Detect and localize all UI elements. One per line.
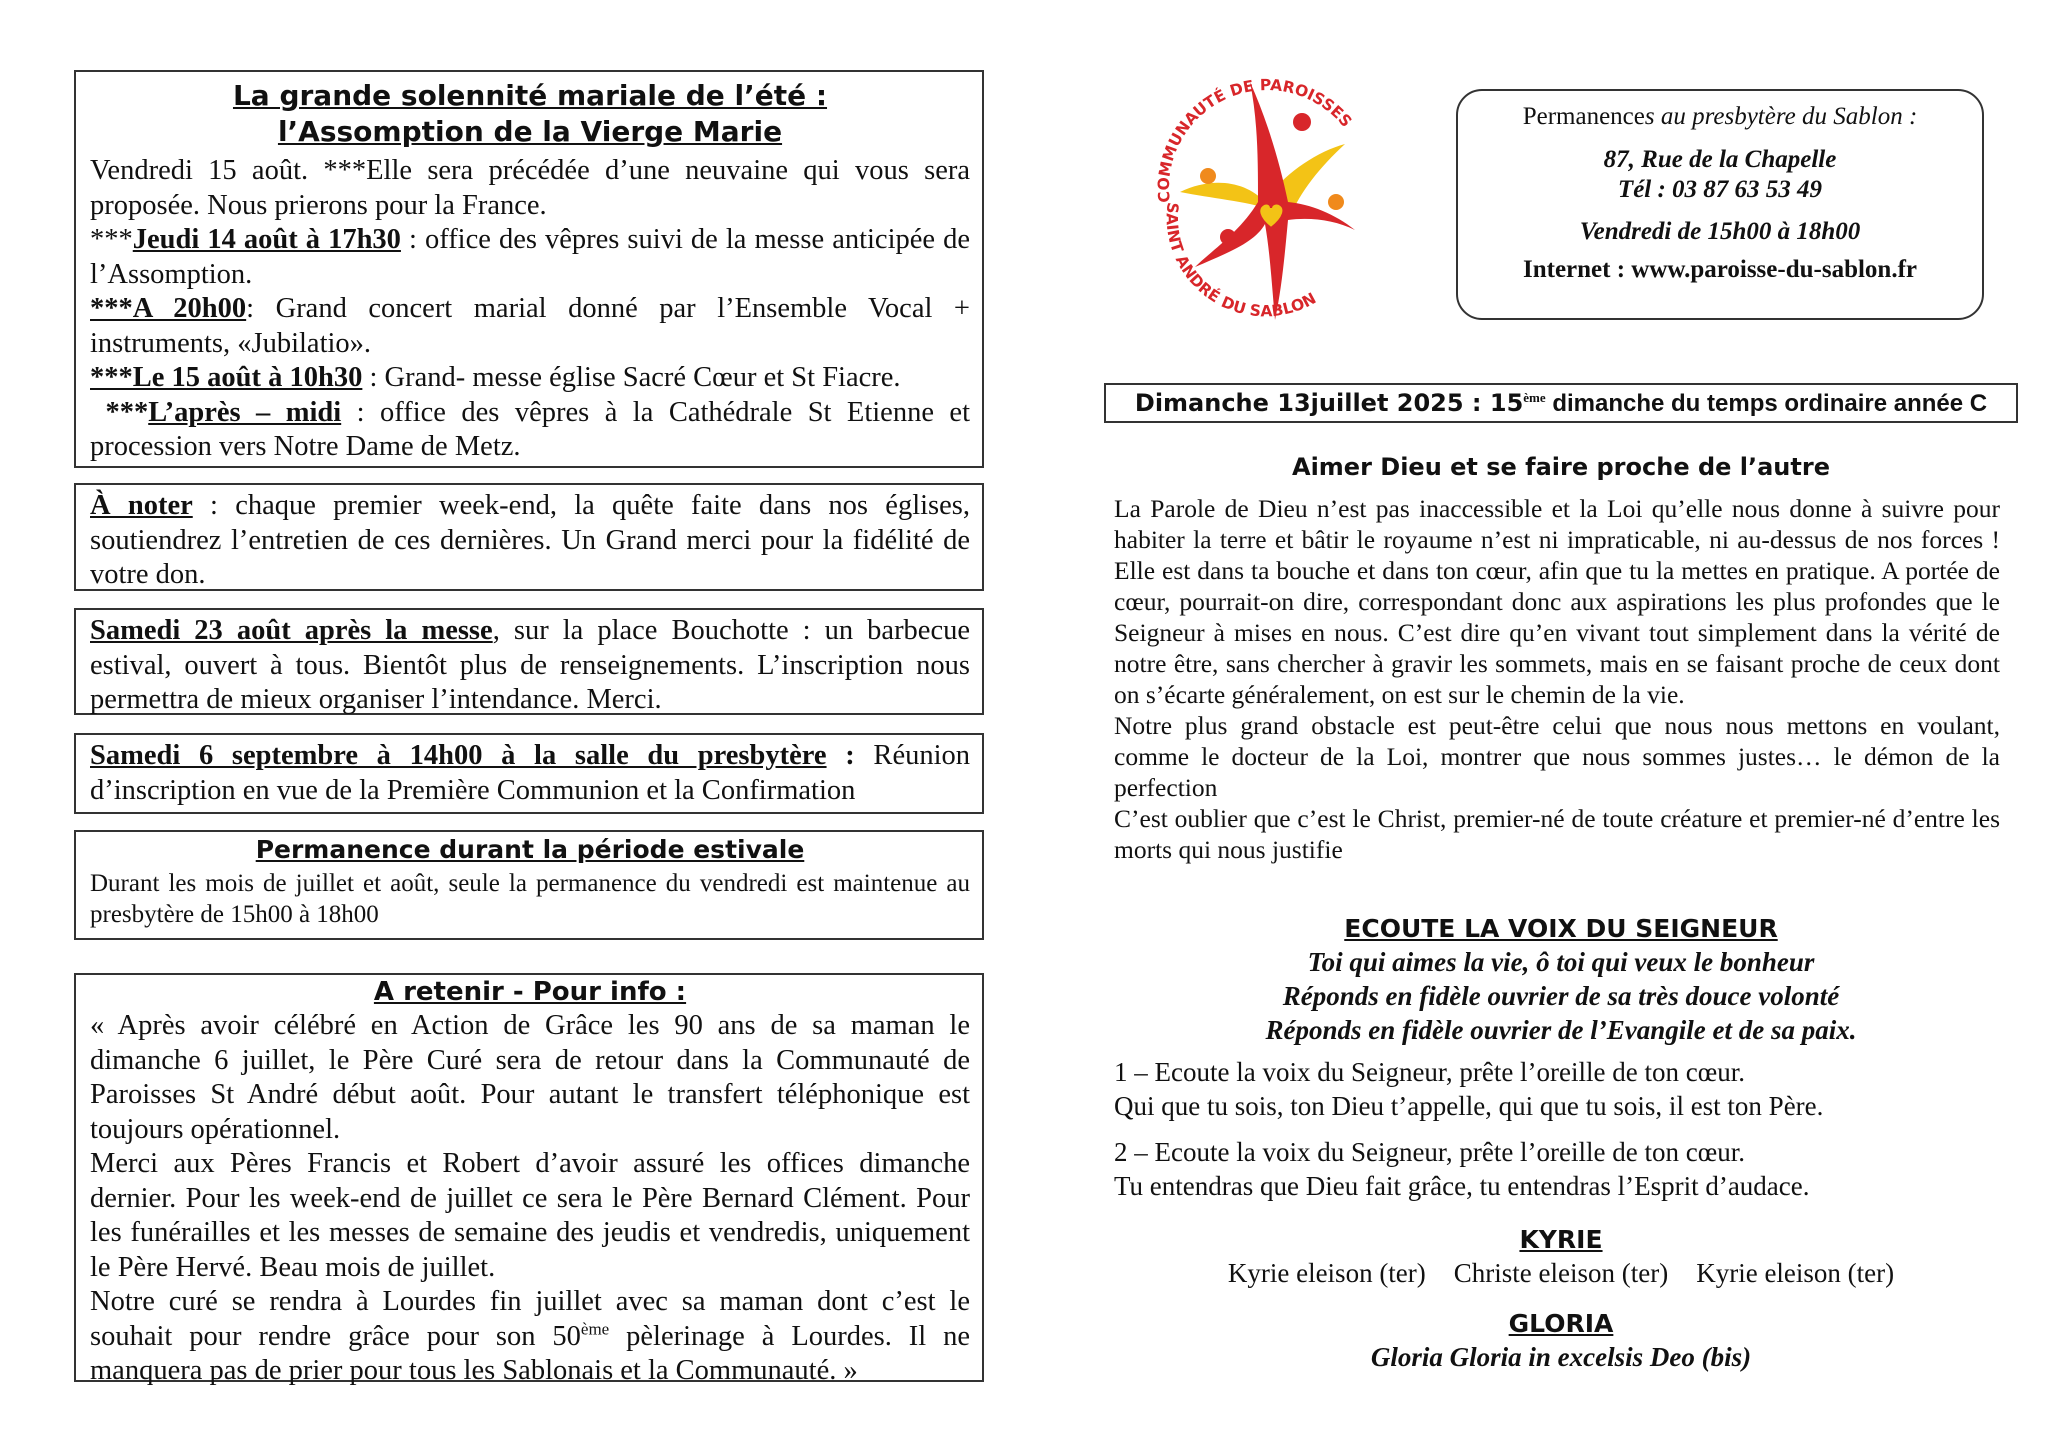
communion-text xyxy=(90,739,970,808)
hymn-verse1-b: Qui que tu sois, ton Dieu t’appelle, qui que tu sois, il est ton Père. xyxy=(1114,1091,1824,1121)
gloria-title: GLORIA xyxy=(1508,1309,1614,1338)
presbytery-internet: Internet : www.paroisse-du-sablon.fr xyxy=(1523,256,1917,283)
item1-label: Jeudi 14 août à 17h30 xyxy=(132,224,401,255)
info-body xyxy=(90,1009,970,1389)
reflection-body xyxy=(1114,493,2000,865)
hymn-title: ECOUTE LA VOIX DU SEIGNEUR xyxy=(1344,914,1778,943)
item1-text: : office des vêpres suivi de la messe anticipée de l’Assomption. xyxy=(90,224,970,290)
reflection-p1: La Parole de Dieu n’est pas inaccessible et la Loi qu’elle nous donne à suivre pour habiter la terre et bâtir le royaume n’est ni impraticable, ni au-dessus de nos forces ! Elle est dans ta bouche et dans ton cœur, afin que tu la mettes en pratique. A portée de cœur, pourrait-on dire, correspondant donc aux aspirations les plus profondes que le Seigneur à mises en nous. C’est dire qu’en vivant tout simplement dans la vérité de notre être, sans chercher à gravir les sommets, mais en se faisant proche de ceux dont on s’écarte généralement, on est sur le chemin de la vie. xyxy=(1114,494,2000,709)
item3-label: ***Le 15 août à 10h30 xyxy=(90,362,363,393)
hymn-verse2-a: 2 – Ecoute la voix du Seigneur, prête l’oreille de ton cœur. xyxy=(1114,1137,1745,1167)
barbecue-text xyxy=(90,614,970,718)
sunday-rest: dimanche du temps ordinaire année C xyxy=(1545,390,1988,417)
parish-logo xyxy=(1140,52,1390,332)
kyrie-section xyxy=(1104,1224,2018,1290)
hymn-verses xyxy=(1114,1055,2014,1203)
item2-text: : Grand concert marial donné par l’Ensemble Vocal + instruments, «Jubilatio». xyxy=(90,293,970,359)
hymn-section xyxy=(1104,913,2018,1047)
gloria-section xyxy=(1104,1308,2018,1374)
summer-text: Durant les mois de juillet et août, seule la permanence du vendredi est maintenue au presbytère de 15h00 à 18h00 xyxy=(90,870,970,928)
kyrie-line xyxy=(1104,1256,2018,1290)
logo-ring-bottom: SAINT ANDRÉ DU SABLON xyxy=(1162,201,1320,321)
hymn-verse1-a: 1 – Ecoute la voix du Seigneur, prête l’oreille de ton cœur. xyxy=(1114,1057,1745,1087)
assumption-body xyxy=(90,154,970,465)
assumption-item1 xyxy=(90,223,970,292)
reflection-p2: Notre plus grand obstacle est peut-être celui que nous nous mettons en voulant, comme le docteur de la Loi, montrer que nous sommes justes… le démon de la perfection xyxy=(1114,711,2000,802)
communion-box xyxy=(74,733,984,814)
info-p3 xyxy=(90,1285,970,1389)
sunday-sup: ème xyxy=(1523,390,1546,405)
presbytery-line1-a: Permanence xyxy=(1522,103,1645,130)
kyrie-a: Kyrie eleison (ter) xyxy=(1227,1258,1426,1288)
kyrie-b: Christe eleison (ter) xyxy=(1453,1258,1669,1288)
logo-head-red xyxy=(1293,113,1311,131)
sunday-date: Dimanche 13juillet 2025 : 15 xyxy=(1134,389,1524,417)
kyrie-title: KYRIE xyxy=(1519,1225,1603,1254)
info-p3a: Notre curé se rendra à Lourdes fin juillet avec sa maman dont c’est le souhait pour rendre grâce pour son 50 xyxy=(90,1286,970,1352)
assumption-item3 xyxy=(90,361,970,396)
assumption-title xyxy=(90,78,970,150)
logo-graphic xyxy=(1140,52,1390,332)
item4-prefix: *** xyxy=(90,396,149,428)
gloria-text: Gloria Gloria in excelsis Deo (bis) xyxy=(1370,1342,1752,1372)
hymn-refrain3: Réponds en fidèle ouvrier de l’Evangile et de sa paix. xyxy=(1265,1015,1857,1045)
communion-body: Réunion d’inscription en vue de la Première Communion et la Confirmation xyxy=(90,740,971,806)
note-text xyxy=(90,489,970,593)
logo-head-orange xyxy=(1200,168,1216,184)
info-box xyxy=(74,973,984,1386)
hymn-refrain2: Réponds en fidèle ouvrier de sa très douce volonté xyxy=(1282,981,1840,1011)
communion-colon: : xyxy=(826,740,855,771)
info-p1: « Après avoir célébré en Action de Grâce les 90 ans de sa maman le dimanche 6 juillet, le Père Curé sera de retour dans la Communauté de Paroisses St André début août. Pour autant le transfert téléphonique est toujours opérationnel. xyxy=(90,1010,970,1145)
item1-prefix: *** xyxy=(90,224,133,255)
note-body: : chaque premier week-end, la quête faite dans nos églises, soutiendrez l’entretien de ces dernières. Un Grand merci pour la fidélité de votre don. xyxy=(90,490,970,590)
note-box xyxy=(74,483,984,591)
sunday-banner xyxy=(1104,383,2018,423)
barbecue-label: Samedi 23 août après la messe xyxy=(90,615,493,646)
assumption-title-line1: La grande solennité mariale de l’été : xyxy=(232,79,828,112)
assumption-item2 xyxy=(90,292,970,361)
assumption-item4 xyxy=(90,396,970,465)
assumption-title-line2: l’Assomption de la Vierge Marie xyxy=(277,115,783,148)
info-p2: Merci aux Pères Francis et Robert d’avoir assuré les offices dimanche dernier. Pour les week-end de juillet ce sera le Père Bernard Clément. Pour les funérailles et les messes de semaine des jeudis et vendredis, uniquement le Père Hervé. Beau mois de juillet. xyxy=(90,1148,970,1283)
info-p3b: pèlerinage à Lourdes. Il ne manquera pas de prier pour tous les Sablonais et la Communauté. » xyxy=(90,1320,970,1386)
presbytery-phone: Tél : 03 87 63 53 49 xyxy=(1617,176,1823,203)
presbytery-box xyxy=(1456,89,1984,320)
logo-head-orange-2 xyxy=(1328,194,1344,210)
reflection-p3: C’est oublier que c’est le Christ, premier-né de toute créature et premier-né d’entre les morts qui nous justifie xyxy=(1114,804,2000,864)
info-p3-sup: ème xyxy=(580,1319,610,1338)
assumption-intro: Vendredi 15 août. ***Elle sera précédée d’une neuvaine qui vous sera proposée. Nous prierons pour la France. xyxy=(90,155,970,221)
presbytery-hours: Vendredi de 15h00 à 18h00 xyxy=(1579,218,1861,245)
hymn-verse2-b: Tu entendras que Dieu fait grâce, tu entendras l’Esprit d’audace. xyxy=(1114,1171,1810,1201)
item2-label: ***A 20h00 xyxy=(90,293,247,324)
summer-box xyxy=(74,830,984,940)
summer-title: Permanence durant la période estivale xyxy=(255,835,805,864)
logo-ring-top: COMMUNAUTÉ DE PAROISSES xyxy=(1154,76,1356,204)
item4-text: : office des vêpres à la Cathédrale St Etienne et procession vers Notre Dame de Metz. xyxy=(90,396,971,462)
communion-label: Samedi 6 septembre à 14h00 à la salle du presbytère xyxy=(90,740,827,771)
item4-label: L’après – midi xyxy=(148,396,342,428)
assumption-box xyxy=(74,70,984,468)
barbecue-box xyxy=(74,608,984,715)
barbecue-body: , sur la place Bouchotte : un barbecue estival, ouvert à tous. Bientôt plus de renseignements. L’inscription nous permettra de mieux organiser l’intendance. Merci. xyxy=(90,615,971,715)
item3-text: : Grand- messe église Sacré Cœur et St Fiacre. xyxy=(362,362,901,393)
kyrie-c: Kyrie eleison (ter) xyxy=(1696,1258,1895,1288)
reflection-title: Aimer Dieu et se faire proche de l’autre xyxy=(1292,453,1830,481)
presbytery-address: 87, Rue de la Chapelle xyxy=(1603,146,1837,173)
info-title: A retenir - Pour info : xyxy=(373,977,687,1007)
presbytery-line1 xyxy=(1458,101,1982,133)
presbytery-line1-b: s au presbytère du Sablon : xyxy=(1644,103,1918,130)
logo-head-red-2 xyxy=(1220,229,1236,245)
note-label: À noter xyxy=(90,490,193,521)
hymn-refrain1: Toi qui aimes la vie, ô toi qui veux le bonheur xyxy=(1307,947,1815,977)
